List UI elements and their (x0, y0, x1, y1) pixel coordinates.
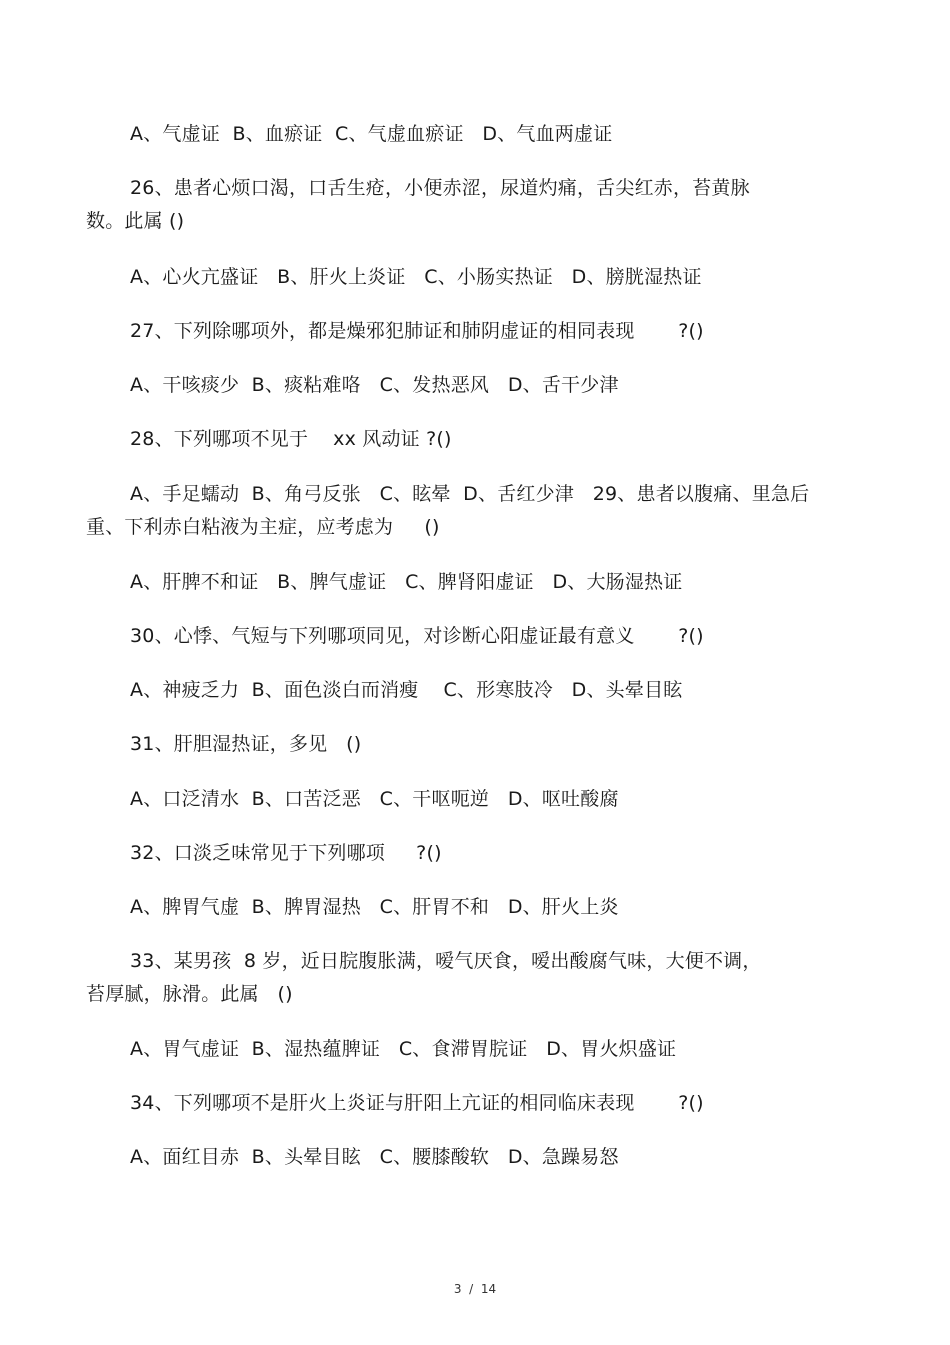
page-number: 3 / 14 (453, 1282, 497, 1296)
question-30: 30、心悸、气短与下列哪项同见，对诊断心阳虚证最有意义 ?() (130, 625, 704, 647)
question-33: 33、某男孩 8 岁，近日脘腹胀满，嗳气厌食，嗳出酸腐气味，大便不调， (130, 950, 762, 972)
options-33: A、胃气虚证 B、湿热蕴脾证 C、食滞胃脘证 D、胃火炽盛证 (130, 1038, 677, 1060)
question-26: 26、患者心烦口渴，口舌生疮，小便赤涩，尿道灼痛，舌尖红赤，苔黄脉 (130, 177, 750, 199)
question-32: 32、口淡乏味常见于下列哪项 ?() (130, 842, 442, 864)
options-27: A、干咳痰少 B、痰粘难咯 C、发热恶风 D、舌干少津 (130, 374, 619, 396)
options-28-question-29: A、手足蠕动 B、角弓反张 C、眩晕 D、舌红少津 29、患者以腹痛、里急后 (130, 483, 810, 505)
question-27: 27、下列除哪项外，都是燥邪犯肺证和肺阴虚证的相同表现 ?() (130, 320, 704, 342)
options-26: A、心火亢盛证 B、肝火上炎证 C、小肠实热证 D、膀胱湿热证 (130, 266, 702, 288)
options-34: A、面红目赤 B、头晕目眩 C、腰膝酸软 D、急躁易怒 (130, 1146, 619, 1168)
options-25: A、气虚证 B、血瘀证 C、气虚血瘀证 D、气血两虚证 (130, 123, 613, 145)
question-33-cont: 苔厚腻，脉滑。此属 () (86, 983, 293, 1005)
question-26-cont: 数。此属 () (86, 210, 185, 232)
question-31: 31、肝胆湿热证，多见 () (130, 733, 362, 755)
options-30: A、神疲乏力 B、面色淡白而消瘦 C、形寒肢冷 D、头晕目眩 (130, 679, 683, 701)
options-31: A、口泛清水 B、口苦泛恶 C、干呕呃逆 D、呕吐酸腐 (130, 788, 619, 810)
question-28: 28、下列哪项不见于 xx 风动证 ?() (130, 428, 452, 450)
question-34: 34、下列哪项不是肝火上炎证与肝阳上亢证的相同临床表现 ?() (130, 1092, 704, 1114)
options-32: A、脾胃气虚 B、脾胃湿热 C、肝胃不和 D、肝火上炎 (130, 896, 619, 918)
options-29: A、肝脾不和证 B、脾气虚证 C、脾肾阳虚证 D、大肠湿热证 (130, 571, 683, 593)
question-29-cont: 重、下利赤白粘液为主症，应考虑为 () (86, 516, 440, 538)
